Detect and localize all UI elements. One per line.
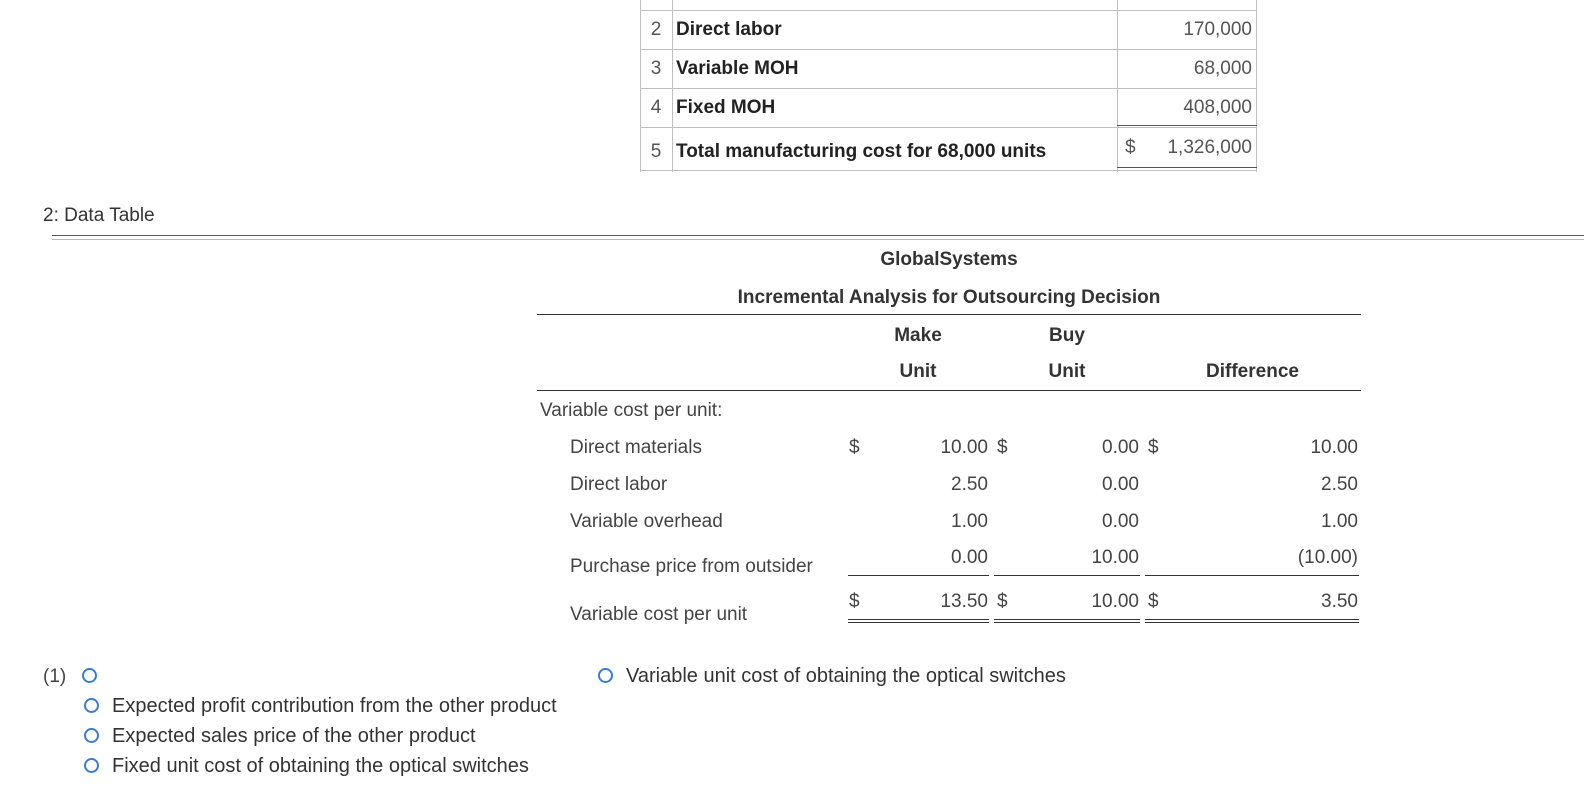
option-radio-2[interactable] (84, 728, 99, 743)
difference-value: (10.00) (1297, 547, 1358, 568)
buy-value: 0.00 (1102, 474, 1139, 495)
row-value: 170,000 (1183, 19, 1252, 40)
subtotal-rule (1145, 575, 1359, 576)
make-total: 13.50 (940, 591, 988, 612)
total-double-rule (994, 619, 1140, 623)
grid-line (672, 0, 673, 172)
row-label: Variable overhead (570, 511, 723, 532)
col-make-subheader: Unit (899, 361, 937, 382)
total-rule (1117, 125, 1257, 126)
total-label: Variable cost per unit (570, 604, 748, 625)
difference-value: 1.00 (1321, 511, 1358, 532)
subtotal-rule (848, 575, 989, 576)
question-number: (1) (43, 666, 67, 687)
row-label: Direct labor (676, 19, 782, 40)
grid-line (1256, 0, 1257, 172)
section-divider (52, 235, 1584, 240)
row-value: 1,326,000 (1167, 137, 1252, 158)
make-value: 2.50 (951, 474, 988, 495)
grid-line (640, 49, 1257, 50)
cost-table (640, 0, 1257, 172)
row-number: 2 (650, 19, 662, 40)
grid-line (640, 88, 1257, 89)
total-double-rule (1145, 619, 1359, 623)
dollar-sign: $ (1148, 437, 1159, 458)
row-label: Purchase price from outsider (570, 556, 813, 577)
row-value: 408,000 (1183, 97, 1252, 118)
option-label-0[interactable]: Variable unit cost of obtaining the optical switches (626, 665, 1066, 687)
grid-line (640, 10, 1257, 11)
buy-value: 10.00 (1091, 547, 1139, 568)
grid-line (640, 170, 1257, 171)
dollar-sign: $ (997, 591, 1008, 612)
answer-dropdown-radio[interactable] (82, 668, 97, 683)
analysis-title: Incremental Analysis for Outsourcing Decision (737, 287, 1161, 308)
option-radio-1[interactable] (84, 698, 99, 713)
header-rule (537, 314, 1361, 315)
make-value: 0.00 (951, 547, 988, 568)
option-radio-3[interactable] (84, 758, 99, 773)
option-radio-0[interactable] (598, 668, 613, 683)
option-label-2[interactable]: Expected sales price of the other product (112, 725, 476, 747)
row-label: Direct materials (570, 437, 702, 458)
row-label: Total manufacturing cost for 68,000 units (676, 141, 1047, 162)
dollar-sign: $ (1125, 137, 1136, 158)
row-number: 4 (650, 97, 662, 118)
group-label: Variable cost per unit: (540, 400, 723, 421)
grid-line (1117, 0, 1118, 172)
company-name: GlobalSystems (880, 249, 1018, 270)
make-value: 10.00 (940, 437, 988, 458)
dollar-sign: $ (849, 437, 860, 458)
difference-total: 3.50 (1321, 591, 1358, 612)
buy-value: 0.00 (1102, 437, 1139, 458)
row-label: Direct labor (570, 474, 668, 495)
option-label-3[interactable]: Fixed unit cost of obtaining the optical switches (112, 755, 529, 777)
col-buy-subheader: Unit (1048, 361, 1086, 382)
dollar-sign: $ (849, 591, 860, 612)
option-label-1[interactable]: Expected profit contribution from the other product (112, 695, 557, 717)
difference-value: 10.00 (1310, 437, 1358, 458)
dollar-sign: $ (1148, 591, 1159, 612)
row-number: 5 (650, 141, 662, 162)
subtotal-rule (994, 575, 1140, 576)
header-rule (537, 390, 1361, 391)
section-title: 2: Data Table (43, 205, 155, 226)
make-value: 1.00 (951, 511, 988, 532)
buy-total: 10.00 (1091, 591, 1139, 612)
row-label: Fixed MOH (676, 97, 776, 118)
row-value: 68,000 (1193, 58, 1252, 79)
difference-value: 2.50 (1321, 474, 1358, 495)
grid-line (640, 127, 1257, 128)
row-number: 3 (650, 58, 662, 79)
dollar-sign: $ (997, 437, 1008, 458)
row-label: Variable MOH (676, 58, 799, 79)
col-difference-header: Difference (1206, 361, 1299, 382)
buy-value: 0.00 (1102, 511, 1139, 532)
col-buy-header: Buy (1049, 325, 1085, 346)
col-make-header: Make (894, 325, 942, 346)
total-rule (1117, 167, 1257, 168)
total-double-rule (848, 619, 989, 623)
